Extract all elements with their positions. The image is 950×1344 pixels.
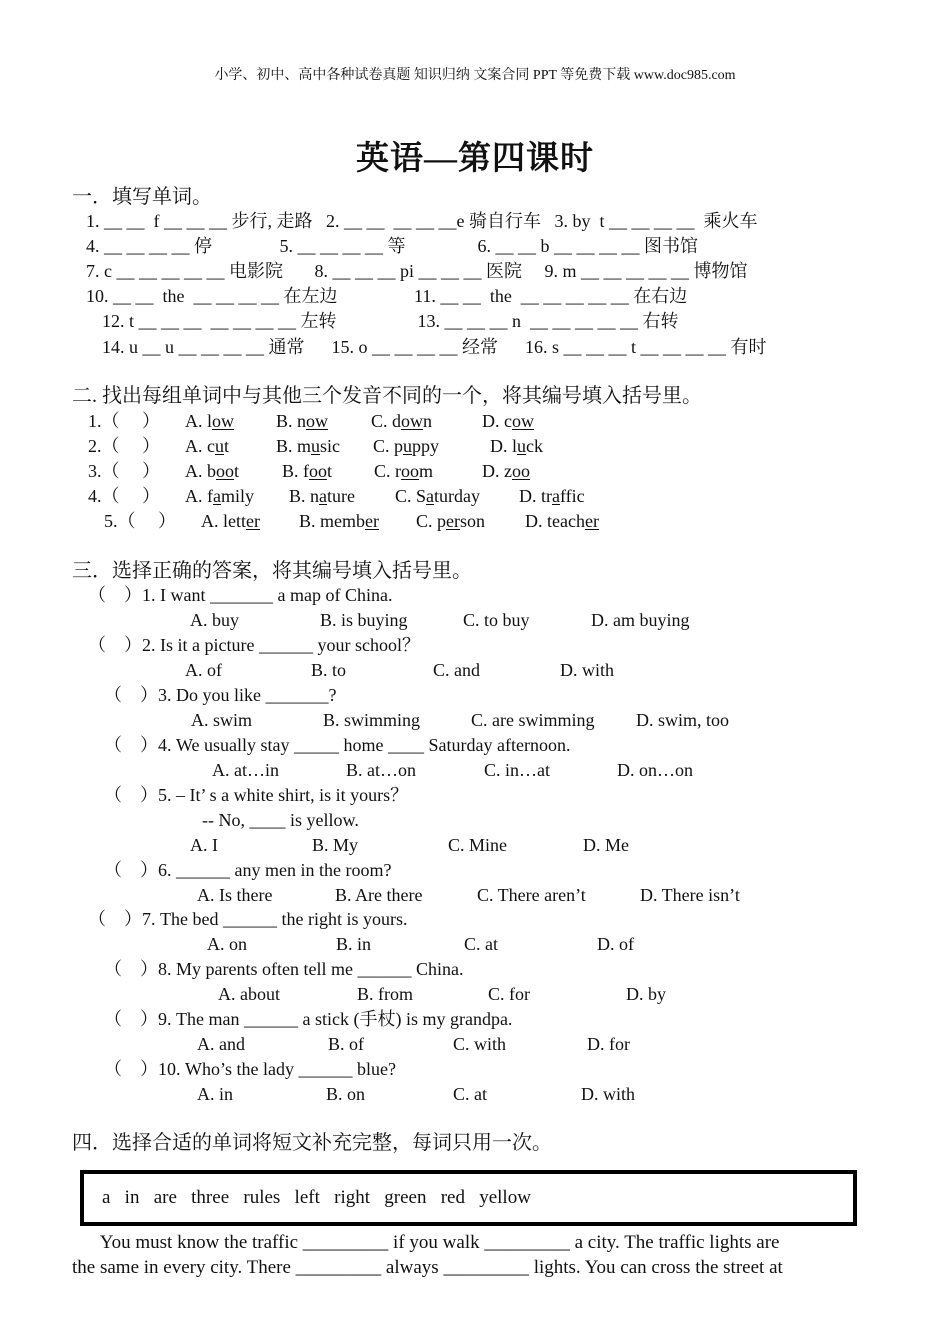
question-text: （ ）2. Is it a picture ______ your school？ [88,635,420,655]
underlined-sound: ow [212,411,234,431]
option: A. I [190,835,218,855]
question-number: 2.（ ） [88,436,160,456]
option: B. music [276,436,341,456]
option: C. person [416,511,486,531]
option: B. nature [289,486,355,506]
option: B. Are there [335,885,423,905]
underlined-sound: er [584,511,599,531]
underlined-sound: a [319,486,328,506]
option: D. Me [583,835,629,855]
option: D. for [587,1034,630,1054]
option: D. traffic [519,486,585,506]
question-text: （ ）4. We usually stay _____ home ____ Saturday afternoon. [104,735,571,755]
underlined-sound: oo [309,461,327,481]
option: C. for [488,984,530,1004]
section1-line: 10. __ __ the __ __ __ __ 在左边 11. __ __ the __ __ __ __ __ 在右边 [86,286,688,306]
option: B. swimming [323,710,421,730]
option: A. letter [201,511,260,531]
question-text: （ ）10. Who’s the lady ______ blue? [104,1059,396,1079]
underlined-sound: a [213,486,221,506]
option: A. buy [190,610,239,630]
option: B. foot [282,461,333,481]
option: A. in [197,1084,233,1104]
passage-line: You must know the traffic _________ if you walk _________ a city. The traffic lights are [72,1232,780,1253]
option: A. of [185,660,222,680]
question-text: （ ）8. My parents often tell me ______ China. [104,959,464,979]
option: D. There isn’t [640,885,740,905]
question-number: 1.（ ） [88,411,160,431]
underlined-sound: oo [216,461,234,481]
underlined-sound: u [215,436,224,456]
option: B. from [357,984,413,1004]
option: D. by [626,984,666,1004]
option: C. to buy [463,610,530,630]
option: A. and [197,1034,245,1054]
underlined-sound: oo [512,461,530,481]
underlined-sound: a [552,486,560,506]
option: D. with [581,1084,635,1104]
option: A. low [185,411,234,431]
option: C. are swimming [471,710,595,730]
page-header: 小学、初中、高中各种试卷真题 知识归纳 文案合同 PPT 等免费下载 www.doc985.com [214,68,736,83]
section1-line: 1. __ __ f __ __ __ 步行, 走路 2. __ __ __ __ __e 骑自行车 3. by t __ __ __ __ 乘火车 [86,211,758,231]
question-number: 5.（ ） [104,511,176,531]
option: A. swim [191,710,253,730]
option: D. with [560,660,614,680]
underlined-sound: er [365,511,379,531]
underlined-sound: u [403,436,413,456]
option: C. with [453,1034,507,1054]
underlined-sound: u [311,436,321,456]
passage-line: the same in every city. There _________ always _________ lights. You can cross the street at [72,1257,783,1278]
question-number: 4.（ ） [88,486,160,506]
section1-line: 4. __ __ __ __ 停 5. __ __ __ __ 等 6. __ __ b __ __ __ __ 图书馆 [86,236,698,256]
option: A. about [218,984,280,1004]
question-text: （ ）1. I want _______ a map of China. [88,585,393,605]
question-text: （ ）3. Do you like _______? [104,685,337,705]
option: A. boot [185,461,240,481]
option: D. luck [490,436,543,456]
question-text: （ ）9. The man ______ a stick (手杖) is my grandpa. [104,1009,513,1029]
option: C. at [453,1084,487,1104]
word-bank-box [80,1170,857,1226]
option: C. down [371,411,433,431]
question-text: -- No, ____ is yellow. [202,810,359,830]
option: B. member [299,511,379,531]
option: C. at [464,934,498,954]
option: B. to [311,660,347,680]
option: A. family [185,486,255,506]
section1-line: 12. t __ __ __ __ __ __ __ 左转 13. __ __ __ n __ __ __ __ __ 右转 [102,311,679,331]
option: D. cow [482,411,534,431]
option: B. now [276,411,329,431]
option: D. zoo [482,461,530,481]
section1-heading: 一．填写单词。 [72,186,212,208]
question-text: （ ）5. – It’ s a white shirt, is it yours？ [104,785,409,805]
option: B. of [328,1034,364,1054]
option: C. Saturday [395,486,481,506]
underlined-sound: ow [401,411,424,431]
section3-heading: 三．选择正确的答案，将其编号填入括号里。 [72,560,472,582]
option: C. There aren’t [477,885,586,905]
section1-line: 7. c __ __ __ __ __ 电影院 8. __ __ __ pi __ __ __ 医院 9. m __ __ __ __ __ 博物馆 [86,261,748,281]
option: C. and [433,660,480,680]
option: D. swim, too [636,710,730,730]
option: C. in…at [484,760,550,780]
option: D. teacher [525,511,599,531]
underlined-sound: oo [401,461,419,481]
underlined-sound: ow [512,411,534,431]
option: D. of [597,934,634,954]
option: B. My [312,835,359,855]
section2-heading: 二. 找出每组单词中与其他三个发音不同的一个，将其编号填入括号里。 [72,385,702,407]
section4-heading: 四．选择合适的单词将短文补充完整，每词只用一次。 [72,1132,552,1154]
underlined-sound: er [446,511,460,531]
option: C. Mine [448,835,508,855]
option: B. at…on [346,760,416,780]
option: B. in [336,934,372,954]
page-title: 英语—第四课时 [356,141,594,177]
underlined-sound: er [246,511,260,531]
section1-line: 14. u __ u __ __ __ __ 通常 15. o __ __ __ __ 经常 16. s __ __ __ t __ __ __ __ 有时 [102,337,767,357]
underlined-sound: u [517,436,526,456]
option: D. on…on [617,760,693,780]
option: A. on [207,934,247,954]
option: B. is buying [320,610,408,630]
option: B. on [326,1084,366,1104]
option: A. Is there [197,885,273,905]
option: D. am buying [591,610,690,630]
option: A. at…in [212,760,279,780]
question-text: （ ）7. The bed ______ the right is yours. [88,909,408,929]
option: C. room [374,461,434,481]
word-bank: a in are three rules left right green red yellow [102,1187,531,1208]
option: C. puppy [373,436,440,456]
question-text: （ ）6. ______ any men in the room? [104,860,392,880]
option: A. cut [185,436,230,456]
question-number: 3.（ ） [88,461,160,481]
underlined-sound: ow [306,411,329,431]
underlined-sound: a [426,486,435,506]
